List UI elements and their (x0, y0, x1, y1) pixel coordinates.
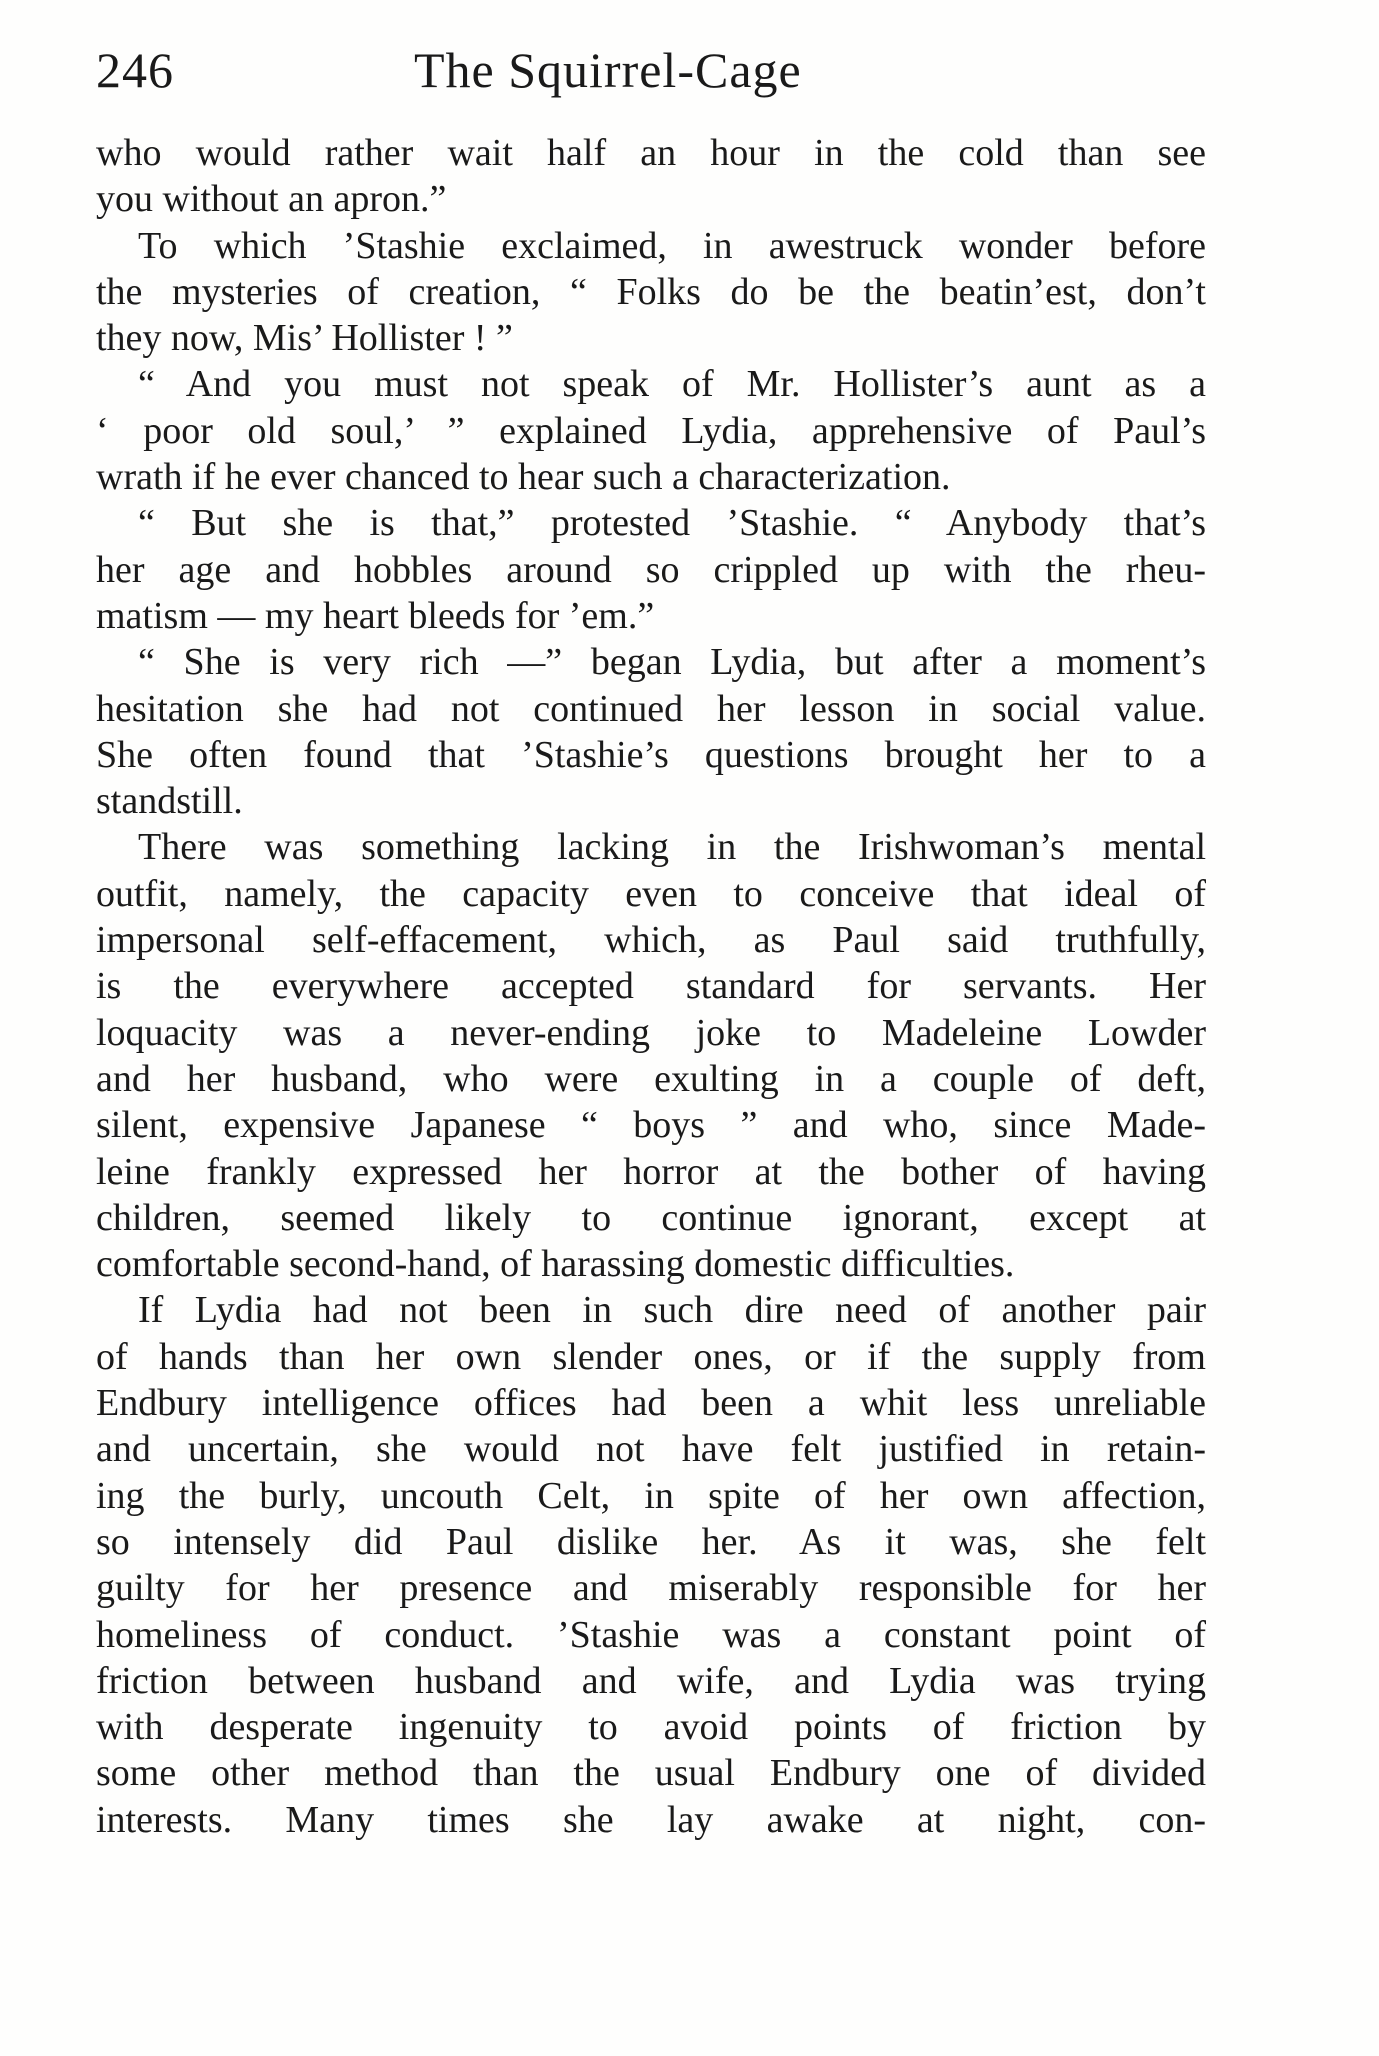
text-line: interests. Many times she lay awake at night, con- (96, 1798, 1206, 1841)
text-line: hesitation she had not continued her lesson in social value. (96, 687, 1206, 730)
text-line: her age and hobbles around so crippled up with the rheu- (96, 548, 1206, 591)
text-line: matism — my heart bleeds for ’em.” (96, 594, 655, 637)
text-line: outfit, namely, the capacity even to conceive that ideal of (96, 872, 1206, 915)
running-title: The Squirrel-Cage (414, 42, 802, 98)
text-line: of hands than her own slender ones, or if the supply from (96, 1335, 1206, 1378)
text-line: wrath if he ever chanced to hear such a characterization. (96, 456, 951, 499)
text-line: leine frankly expressed her horror at the bother of having (96, 1150, 1206, 1193)
text-line: who would rather wait half an hour in the cold than see (96, 132, 1206, 174)
text-line: ‘ poor old soul,’ ” explained Lydia, apprehensive of Paul’s (96, 409, 1206, 452)
text-line: you without an apron.” (96, 178, 447, 221)
text-line: the mysteries of creation, “ Folks do be the beatin’est, don’t (96, 270, 1206, 313)
body-text (96, 130, 1206, 1843)
text-line: ing the burly, uncouth Celt, in spite of her own affection, (96, 1474, 1206, 1517)
text-line: guilty for her presence and miserably responsible for her (96, 1567, 1206, 1610)
text-line: impersonal self-effacement, which, as Paul said truthfully, (96, 919, 1206, 962)
text-line: There was something lacking in the Irishwoman’s mental (138, 826, 1206, 869)
text-line: and uncertain, she would not have felt justified in retain- (96, 1428, 1206, 1471)
text-line: standstill. (96, 780, 243, 823)
text-line: She often found that ’Stashie’s questions brought her to a (96, 733, 1206, 776)
text-line: “ She is very rich —” began Lydia, but after a moment’s (138, 641, 1206, 684)
running-head (96, 40, 1206, 100)
text-line: friction between husband and wife, and Lydia was trying (96, 1659, 1206, 1702)
text-line: with desperate ingenuity to avoid points of friction by (96, 1706, 1206, 1749)
text-line: and her husband, who were exulting in a couple of deft, (96, 1057, 1206, 1100)
text-line: loquacity was a never-ending joke to Madeleine Lowder (96, 1011, 1206, 1054)
text-line: is the everywhere accepted standard for servants. Her (96, 965, 1206, 1008)
text-line: homeliness of conduct. ’Stashie was a constant point of (96, 1613, 1206, 1656)
text-line: so intensely did Paul dislike her. As it was, she felt (96, 1520, 1206, 1563)
text-line: some other method than the usual Endbury one of divided (96, 1752, 1206, 1795)
text-line: they now, Mis’ Hollister ! ” (96, 317, 513, 360)
text-line: To which ’Stashie exclaimed, in awestruck wonder before (138, 224, 1206, 267)
text-line: silent, expensive Japanese “ boys ” and who, since Made- (96, 1104, 1206, 1147)
text-line: children, seemed likely to continue ignorant, except at (96, 1196, 1206, 1239)
text-line: “ And you must not speak of Mr. Hollister’s aunt as a (138, 363, 1206, 406)
text-line: If Lydia had not been in such dire need of another pair (138, 1289, 1206, 1332)
text-line: Endbury intelligence offices had been a whit less unreliable (96, 1382, 1206, 1425)
text-line: “ But she is that,” protested ’Stashie. “ Anybody that’s (138, 502, 1206, 545)
text-line: comfortable second-hand, of harassing domestic difficulties. (96, 1243, 1015, 1286)
page-number: 246 (96, 42, 174, 98)
